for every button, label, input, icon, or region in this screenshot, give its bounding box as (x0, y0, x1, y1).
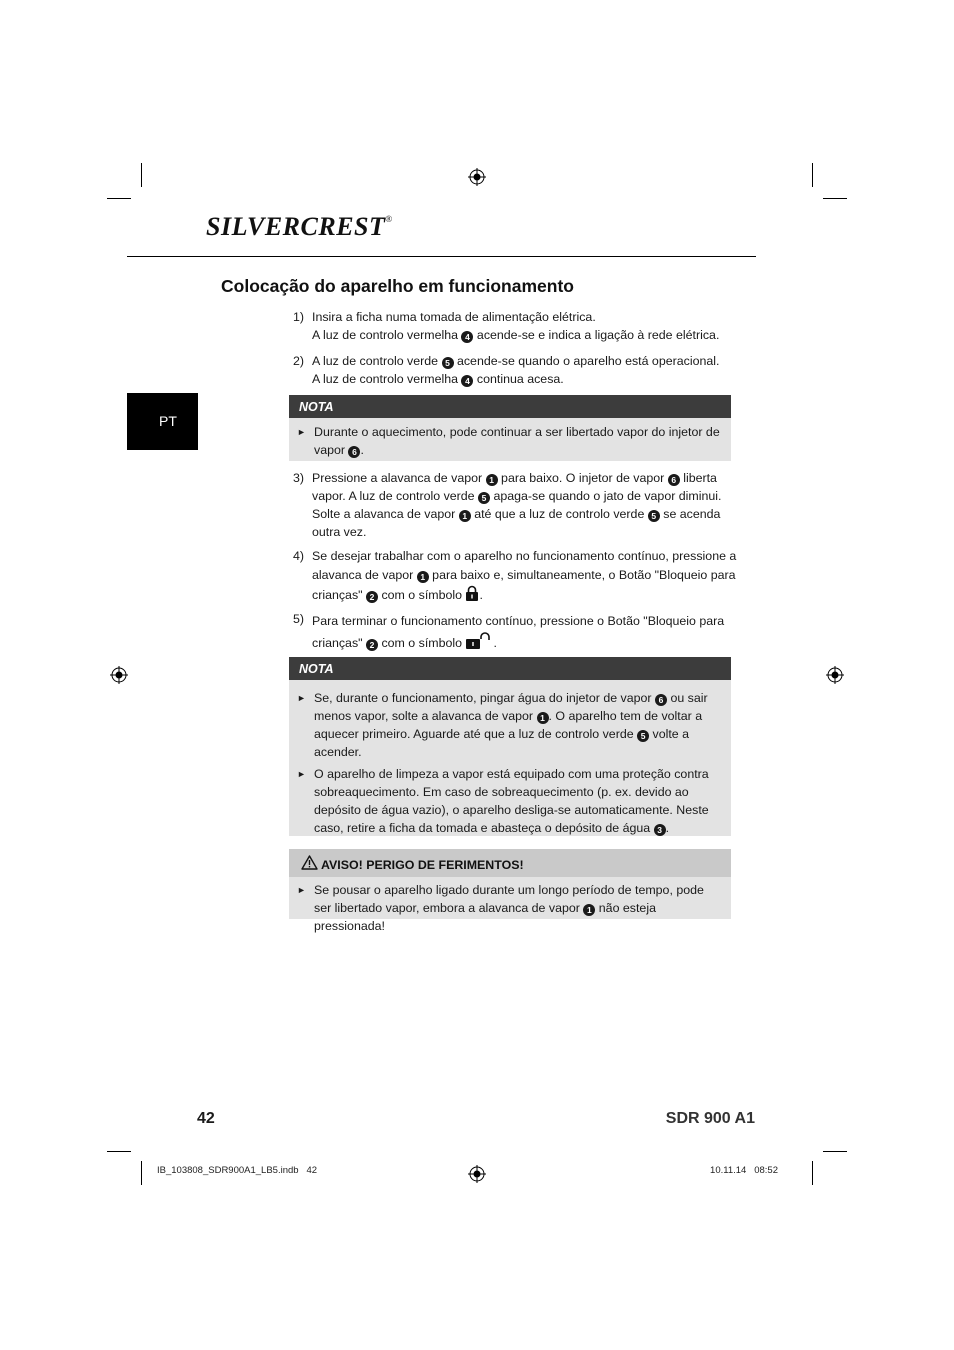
triangle-right-icon: ► (297, 769, 306, 779)
step-text: Para terminar o funcionamento contínuo, pressione o Botão "Bloqueio para crianças" 2 com o símbolo . (312, 614, 725, 650)
crop-mark (823, 198, 847, 199)
registered-mark: ® (385, 214, 393, 224)
part-number-badge: 2 (366, 591, 378, 603)
part-number-badge: 6 (655, 694, 667, 706)
triangle-right-icon: ► (297, 885, 306, 895)
step-number: 3) (293, 471, 305, 485)
part-number-badge: 6 (668, 474, 680, 486)
language-tab-label: PT (159, 413, 177, 429)
note-body (289, 418, 731, 461)
note-header: NOTA (289, 657, 731, 680)
part-number-badge: 4 (461, 331, 473, 343)
warning-triangle-icon (301, 855, 318, 870)
step-2 (293, 352, 738, 388)
step-text: A luz de controlo vermelha 4 acende-se e indica a ligação à rede elétrica. (312, 328, 720, 342)
step-text: A luz de controlo vermelha 4 continua acesa. (312, 372, 564, 386)
crosshair-registration-icon (110, 666, 128, 684)
warning-title: AVISO! PERIGO DE FERIMENTOS! (321, 858, 524, 872)
brand-logo (206, 212, 393, 242)
crop-mark (107, 1151, 131, 1152)
step-text: Insira a ficha numa tomada de alimentação elétrica. (312, 310, 596, 324)
part-number-badge: 1 (459, 510, 471, 522)
step-text: Se desejar trabalhar com o aparelho no funcionamento contínuo, pressione a alavanca de vapor 1 para baixo e, simultaneamente, o Botão "Bloqueio para crianças" 2 com o símbolo . (312, 549, 737, 602)
crop-mark (812, 1161, 813, 1185)
part-number-badge: 1 (537, 712, 549, 724)
step-number: 5) (293, 612, 305, 626)
crop-mark (107, 198, 131, 199)
warning-bullet: ► Se pousar o aparelho ligado durante um longo período de tempo, pode ser libertado vapor, embora a alavanca de vapor 1 não esteja pressionada! (297, 883, 704, 933)
language-tab (127, 393, 198, 450)
part-number-badge: 4 (461, 375, 473, 387)
step-text: A luz de controlo verde 5 acende-se quando o aparelho está operacional. (312, 354, 720, 368)
part-number-badge: 6 (348, 446, 360, 458)
step-number: 1) (293, 310, 305, 324)
crosshair-registration-icon (468, 1165, 486, 1183)
part-number-badge: 5 (637, 730, 649, 742)
step-5 (293, 610, 738, 654)
step-1 (293, 308, 738, 344)
warning-body (289, 877, 731, 933)
part-number-badge: 5 (648, 510, 660, 522)
part-number-badge: 1 (486, 474, 498, 486)
step-number: 4) (293, 549, 305, 563)
part-number-badge: 5 (442, 357, 454, 369)
crop-mark (812, 163, 813, 187)
header-rule (127, 256, 756, 257)
crop-mark (141, 1161, 142, 1185)
note-bullet: ► Durante o aquecimento, pode continuar a ser libertado vapor do injetor de vapor 6 . (297, 425, 720, 457)
padlock-closed-icon (465, 585, 479, 602)
note-bullet: ► O aparelho de limpeza a vapor está equipado com uma proteção contra sobreaquecimento. Em caso de sobreaquecimento (p. ex. devido ao depósito de água vazio), o aparelho desliga-se automaticamente. Neste caso, retire a ficha da tomada e abasteça o depósito de água 3 . (297, 767, 709, 835)
part-number-badge: 1 (417, 571, 429, 583)
model-name: SDR 900 A1 (665, 1110, 755, 1127)
print-slug-date: 10.11.14 08:52 (710, 1165, 778, 1176)
part-number-badge: 3 (654, 824, 666, 836)
step-3 (293, 469, 738, 541)
padlock-open-icon (465, 632, 493, 650)
crosshair-registration-icon (826, 666, 844, 684)
note-bullet: ► Se, durante o funcionamento, pingar água do injetor de vapor 6 ou sair menos vapor, solte a alavanca de vapor 1 . O aparelho tem de voltar a aquecer primeiro. Aguarde até que a luz de controlo verde 5 volte a acender. (297, 691, 708, 759)
print-slug-file: IB_103808_SDR900A1_LB5.indb 42 (157, 1165, 318, 1176)
part-number-badge: 1 (583, 904, 595, 916)
page-number: 42 (197, 1110, 215, 1127)
triangle-right-icon: ► (297, 693, 306, 703)
crosshair-registration-icon (468, 168, 486, 186)
step-text: Pressione a alavanca de vapor 1 para baixo. O injetor de vapor 6 liberta vapor. A luz de controlo verde 5 apaga-se quando o jato de vapor diminui. Solte a alavanca de vapor 1 até que a luz de controlo verde 5 se acenda outra vez. (312, 471, 722, 539)
crop-mark (141, 163, 142, 187)
part-number-badge: 2 (366, 639, 378, 651)
crop-mark (823, 1151, 847, 1152)
triangle-right-icon: ► (297, 427, 306, 437)
step-number: 2) (293, 354, 305, 368)
part-number-badge: 5 (478, 492, 490, 504)
brand-logo-text: SILVERCREST (206, 212, 386, 241)
section-title: Colocação do aparelho em funcionamento (221, 276, 574, 296)
note-header: NOTA (289, 395, 731, 418)
step-4 (293, 547, 738, 605)
warning-header (289, 849, 731, 877)
note-body (289, 680, 731, 836)
